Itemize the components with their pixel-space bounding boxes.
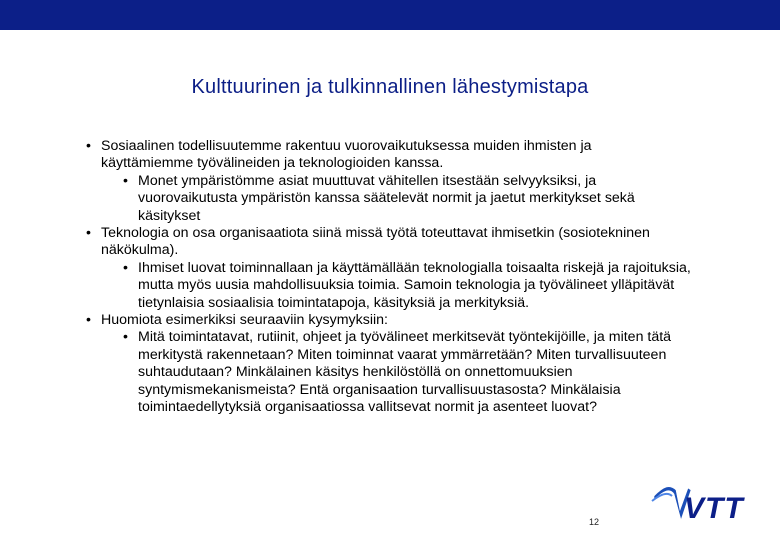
top-bar [0, 0, 780, 30]
bullet-2-text: Teknologia on osa organisaatiota siinä missä työtä toteuttavat ihmisetkin (sosiotekninen näkökulma). [101, 225, 650, 259]
bullet-3-text: Huomiota esimerkiksi seuraaviin kysymyksiin: [101, 312, 388, 329]
vtt-logo [650, 480, 774, 524]
bullet-3-sub [84, 329, 678, 416]
bullet-1-sub-text: Monet ympäristömme asiat muuttuvat vähitellen itsestään selvyyksiksi, ja vuorovaikutusta ympäristön kanssa säätelevät normit ja jaetut merkitykset sekä käsitykset [138, 172, 635, 224]
bullet-2-marker: • [86, 225, 91, 242]
page-number: 12 [589, 517, 600, 527]
bullet-1-marker: • [86, 138, 91, 154]
bullet-1-text: Sosiaalinen todellisuutemme rakentuu vuorovaikutuksessa muiden ihmisten ja käyttämiemme työvälineiden ja teknologioiden kanssa. [101, 138, 592, 172]
bullet-2 [84, 225, 656, 260]
bullet-2-sub-text: Ihmiset luovat toiminnallaan ja käyttämällään teknologialla toisaalta riskejä ja rajoituksia, mutta myös uusia mahdollisuuksia toimia. Samoin teknologia ja työvälineet ylläpitävät tietynlaisia sosiaalisia toimintatapoja, käsityksiä ja merkityksiä. [138, 259, 691, 311]
bullet-3-sub-text: Mitä toimintatavat, rutiinit, ohjeet ja työvälineet merkitsevät työntekijöille, ja miten tätä merkitystä rakennetaan? Miten toiminnat vaarat ymmärretään? Miten turvallisuuteen suhtaudutaan? Minkälainen käsitys henkilöstöllä on onnettomuuksien syntymismekanismeista? Entä organisaation turvallisuustasosta? Minkälaisia toimintaedellytyksiä organisaatiossa vallitsevat normit ja asenteet luovat? [138, 329, 672, 416]
bullet-3-sub-marker: • [123, 329, 128, 346]
bullet-3-marker: • [86, 312, 91, 329]
slide-title: Kulttuurinen ja tulkinnallinen lähestymistapa [191, 76, 589, 98]
bullet-2-sub-marker: • [123, 259, 128, 276]
bullet-1-sub [84, 173, 688, 225]
bullet-2-sub [84, 260, 698, 312]
slide-content [84, 138, 691, 417]
bullet-1 [84, 138, 676, 173]
bullet-1-sub-marker: • [123, 172, 128, 189]
vtt-logo-text: VTT [684, 492, 744, 524]
bullet-3 [84, 312, 676, 329]
